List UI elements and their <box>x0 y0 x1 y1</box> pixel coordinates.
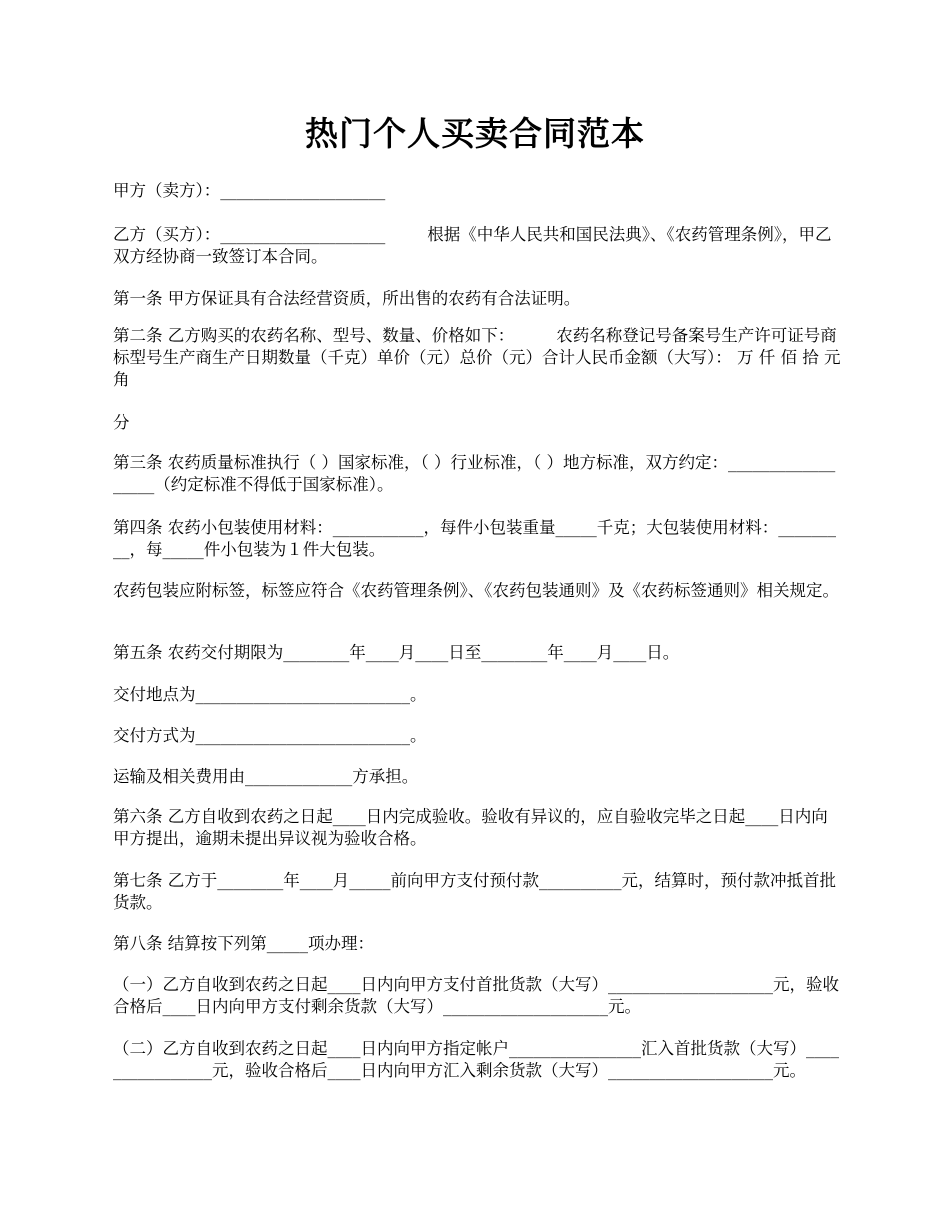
clause-7: 第七条 乙方于________年____月_____前向甲方支付预付款__________元，结算时，预付款冲抵首批货款。 <box>113 871 836 912</box>
clause-8: 第八条 结算按下列第_____项办理： <box>113 934 374 953</box>
delivery-method: 交付方式为__________________________。 <box>113 726 427 745</box>
settlement-option-1: （一）乙方自收到农药之日起____日内向甲方支付首批货款（大写）____________________元，验收合格后____日内向甲方支付剩余货款（大写）____________________元。 <box>113 975 839 1016</box>
labeling-paragraph: 农药包装应附标签，标签应符合《农药管理条例》、《农药包装通则》及《农药标签通则》相关规定。 <box>113 581 839 600</box>
clause-6: 第六条 乙方自收到农药之日起____日内完成验收。验收有异议的，应自验收完毕之日起____日内向甲方提出，逾期未提出异议视为验收合格。 <box>113 807 828 848</box>
clause-4: 第四条 农药小包装使用材料：___________，每件小包装重量_____千克；大包装使用材料：_________，每_____件小包装为１件大包装。 <box>113 518 836 559</box>
clause-2: 第二条 乙方购买的农药名称、型号、数量、价格如下： 农药名称登记号备案号生产许可证号商标型号生产商生产日期数量（千克）单价（元）总价（元）合计人民币金额（大写）： 万 仟 佰 拾 元 角 <box>113 326 846 389</box>
clause-5: 第五条 农药交付期限为________年____月____日至________年____月____日。 <box>113 643 680 662</box>
settlement-option-2: （二）乙方自收到农药之日起____日内向甲方指定帐户________________汇入首批货款（大写）________________元，验收合格后____日内向甲方汇入剩余货款（大写）____________________元。 <box>113 1039 839 1080</box>
party-b-line: 乙方（买方）：____________________ 根据《中华人民共和国民法典》、《农药管理条例》，甲乙双方经协商一致签订本合同。 <box>113 225 832 266</box>
clause-1: 第一条 甲方保证具有合法经营资质，所出售的农药有合法证明。 <box>113 289 581 308</box>
clause-2-continued: 分 <box>113 413 130 432</box>
delivery-location: 交付地点为__________________________。 <box>113 685 427 704</box>
document-title: 热门个人买卖合同范本 <box>305 114 645 153</box>
party-a-line: 甲方（卖方）：____________________ <box>113 181 386 200</box>
clause-3: 第三条 农药质量标准执行（ ）国家标准，（ ）行业标准，（ ）地方标准，双方约定：__________________（约定标准不得低于国家标准）。 <box>113 453 836 494</box>
transport-cost: 运输及相关费用由_____________方承担。 <box>113 767 419 786</box>
